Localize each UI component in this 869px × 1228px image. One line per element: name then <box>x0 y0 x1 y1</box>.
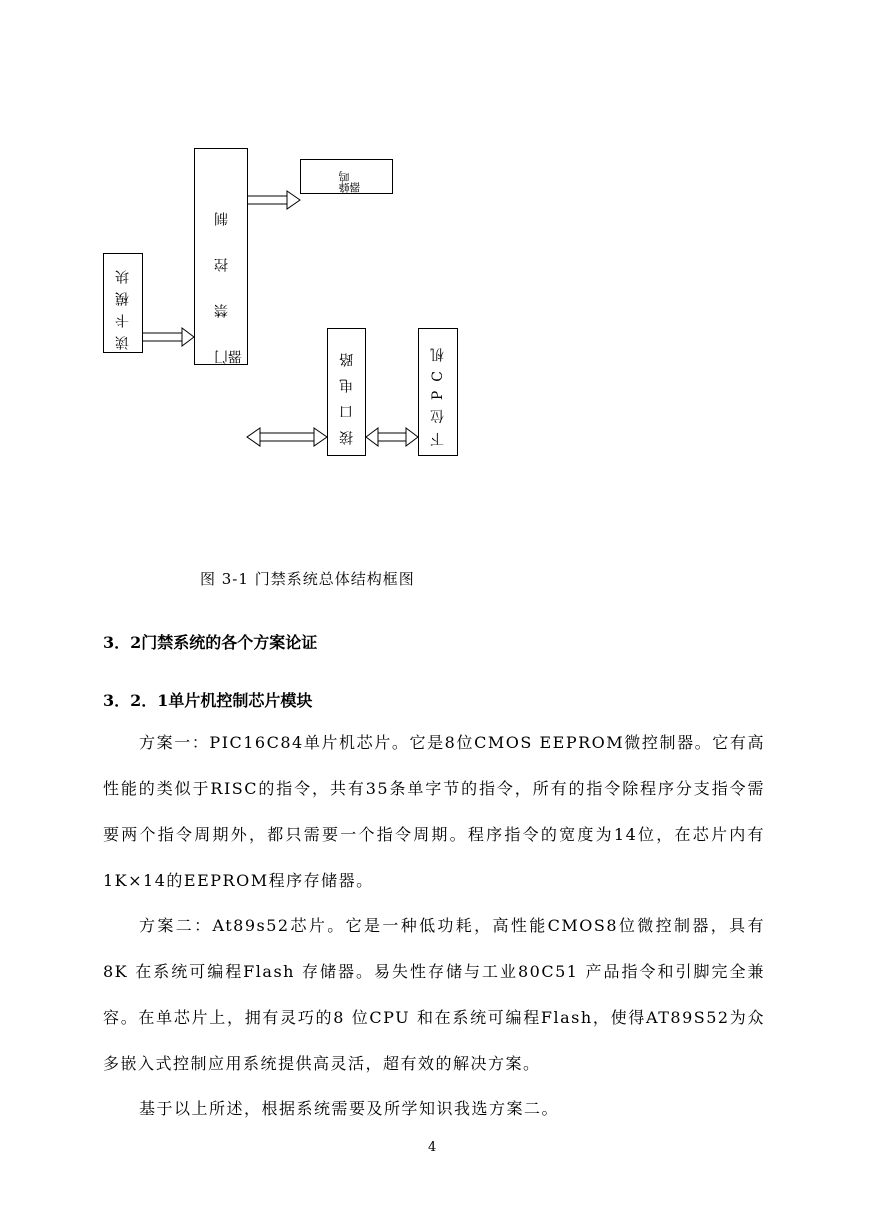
paragraph-option-one: 方案一：PIC16C84单片机芯片。它是8位CMOS EEPROM微控制器。它有高性能的类似于RISC的指令，共有35条单字节的指令，所有的指令除程序分支指令需要两个指令周期外，都只需要一个指令周期。程序指令的宽度为14位，在芯片内有1K×14的EEPROM程序存储器。 <box>103 733 765 890</box>
buzzer-label: 蜂鸣器 <box>338 171 362 193</box>
arrow-bus-to-interface <box>247 428 327 446</box>
arrow-reader-to-controller <box>143 328 194 346</box>
card-reader-label: 读卡模块 <box>115 262 131 350</box>
interface-circuit-box <box>327 328 366 456</box>
card-reader-box <box>103 253 143 353</box>
controller-box <box>194 148 248 365</box>
pc-label: 下位PC机 <box>430 339 446 447</box>
arrow-interface-to-pc <box>366 428 418 446</box>
controller-label: 门禁控制器 <box>214 180 244 364</box>
arrow-controller-to-buzzer <box>248 191 300 209</box>
paragraph-conclusion: 基于以上所述，根据系统需要及所学知识我选方案二。 <box>139 1099 560 1118</box>
pc-box <box>418 328 458 456</box>
figure-caption: 图 3-1 门禁系统总体结构框图 <box>200 570 415 588</box>
subsection-heading: 3．2．1单片机控制芯片模块 <box>103 691 313 710</box>
interface-circuit-label: 接口电路 <box>339 341 355 445</box>
buzzer-box <box>300 159 393 194</box>
section-heading: 3．2门禁系统的各个方案论证 <box>103 633 318 652</box>
page-number: 4 <box>428 1140 437 1155</box>
paragraph-option-two: 方案二：At89s52芯片。它是一种低功耗，高性能CMOS8位微控制器，具有 8K 在系统可编程Flash 存储器。易失性存储与工业80C51 产品指令和引脚完全兼容。在单芯片上，拥有灵巧的8 位CPU 和在系统可编程Flash，使得AT89S52为众多嵌入式控制应用系统提供高灵活，超有效的解决方案。 <box>103 916 765 1073</box>
